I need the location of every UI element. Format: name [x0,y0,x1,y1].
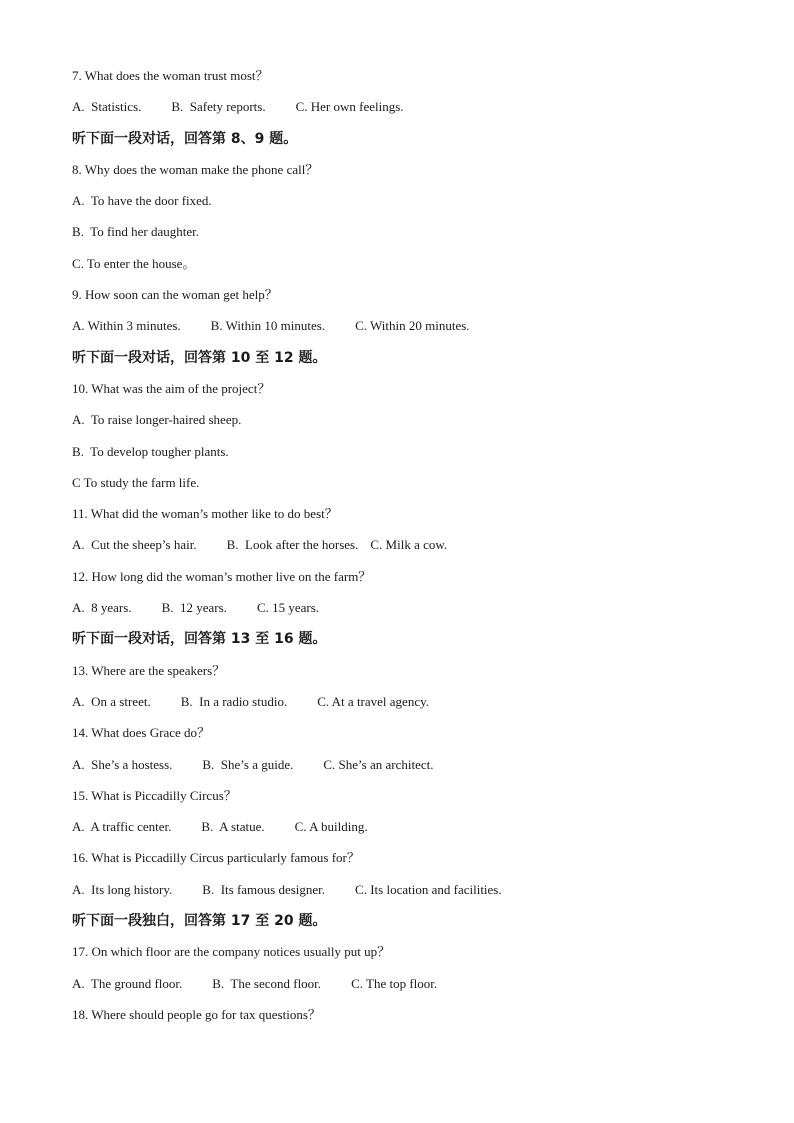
section-heading: 听下面一段对话，回答第 10 至 12 题。 [72,349,327,366]
document-page [72,66,732,1036]
answer-option: A. On a street. [72,693,151,709]
question-stem: 11. What did the woman’s mother like to do best？ [72,506,338,522]
answer-option: B. A statue. [201,819,265,835]
answer-option: C. Milk a cow. [370,537,448,553]
answer-option: B. Its famous designer. [202,881,326,897]
answer-option: B. Safety reports. [171,99,266,115]
question-stem: 10. What was the aim of the project？ [72,380,271,396]
question-stem: 13. Where are the speakers？ [72,662,226,678]
question-stem: 14. What does Grace do？ [72,725,211,741]
answer-option: B. To find her daughter. [72,224,200,240]
section-heading: 听下面一段对话，回答第 13 至 16 题。 [72,631,327,648]
answer-option: A. 8 years. [72,600,132,616]
answer-option: C. Within 20 minutes. [355,318,470,334]
section-heading: 听下面一段独白，回答第 17 至 20 题。 [72,913,327,930]
answer-options-row [72,535,732,566]
answer-option: B. In a radio studio. [180,693,288,709]
answer-option: C. Her own feelings. [295,99,404,115]
question-stem: 12. How long did the woman’s mother live on the farm？ [72,568,372,584]
answer-option: C. The top floor. [351,975,438,991]
question-stem: 15. What is Piccadilly Circus？ [72,787,237,803]
answer-options-row [72,598,732,629]
answer-option: A. Statistics. [72,99,142,115]
question-stem: 8. Why does the woman make the phone call？ [72,161,319,177]
answer-option: A. Within 3 minutes. [72,318,181,334]
answer-option: C To study the farm life. [72,474,200,490]
answer-option: C. At a travel agency. [317,693,430,709]
answer-option: B. 12 years. [161,600,227,616]
answer-option: B. Within 10 minutes. [210,318,326,334]
answer-option: B. Look after the horses. [226,537,359,553]
question-stem: 18. Where should people go for tax questions？ [72,1006,321,1022]
answer-options-row [72,880,732,911]
question-stem: 7. What does the woman trust most？ [72,68,269,83]
section-heading: 听下面一段对话，回答第 8、9 题。 [72,130,298,147]
answer-options-row [72,974,732,1005]
answer-option: B. The second floor. [212,975,322,991]
answer-options-row [72,316,732,347]
answer-option: C. To enter the house。 [72,255,196,271]
answer-option: A. To raise longer-haired sheep. [72,412,242,428]
answer-option: A. She’s a hostess. [72,756,173,772]
answer-option: C. 15 years. [256,600,320,616]
answer-option: C. A building. [294,819,368,835]
answer-option: A. A traffic center. [72,819,172,835]
answer-options-row [72,692,732,723]
question-stem: 16. What is Piccadilly Circus particularly famous for？ [72,850,360,866]
answer-option: B. To develop tougher plants. [72,443,229,459]
answer-options-row [72,755,732,786]
question-stem: 17. On which floor are the company notices usually put up？ [72,944,391,960]
question-stem: 9. How soon can the woman get help？ [72,287,278,303]
answer-option: A. Its long history. [72,881,173,897]
answer-option: C. She’s an architect. [323,756,434,772]
answer-options-row [72,817,732,848]
answer-option: C. Its location and facilities. [355,881,502,897]
answer-option: A. The ground floor. [72,975,183,991]
answer-options-row [72,97,732,128]
answer-option: A. To have the door fixed. [72,193,212,209]
answer-option: A. Cut the sheep’s hair. [72,537,197,553]
answer-option: B. She’s a guide. [202,756,294,772]
